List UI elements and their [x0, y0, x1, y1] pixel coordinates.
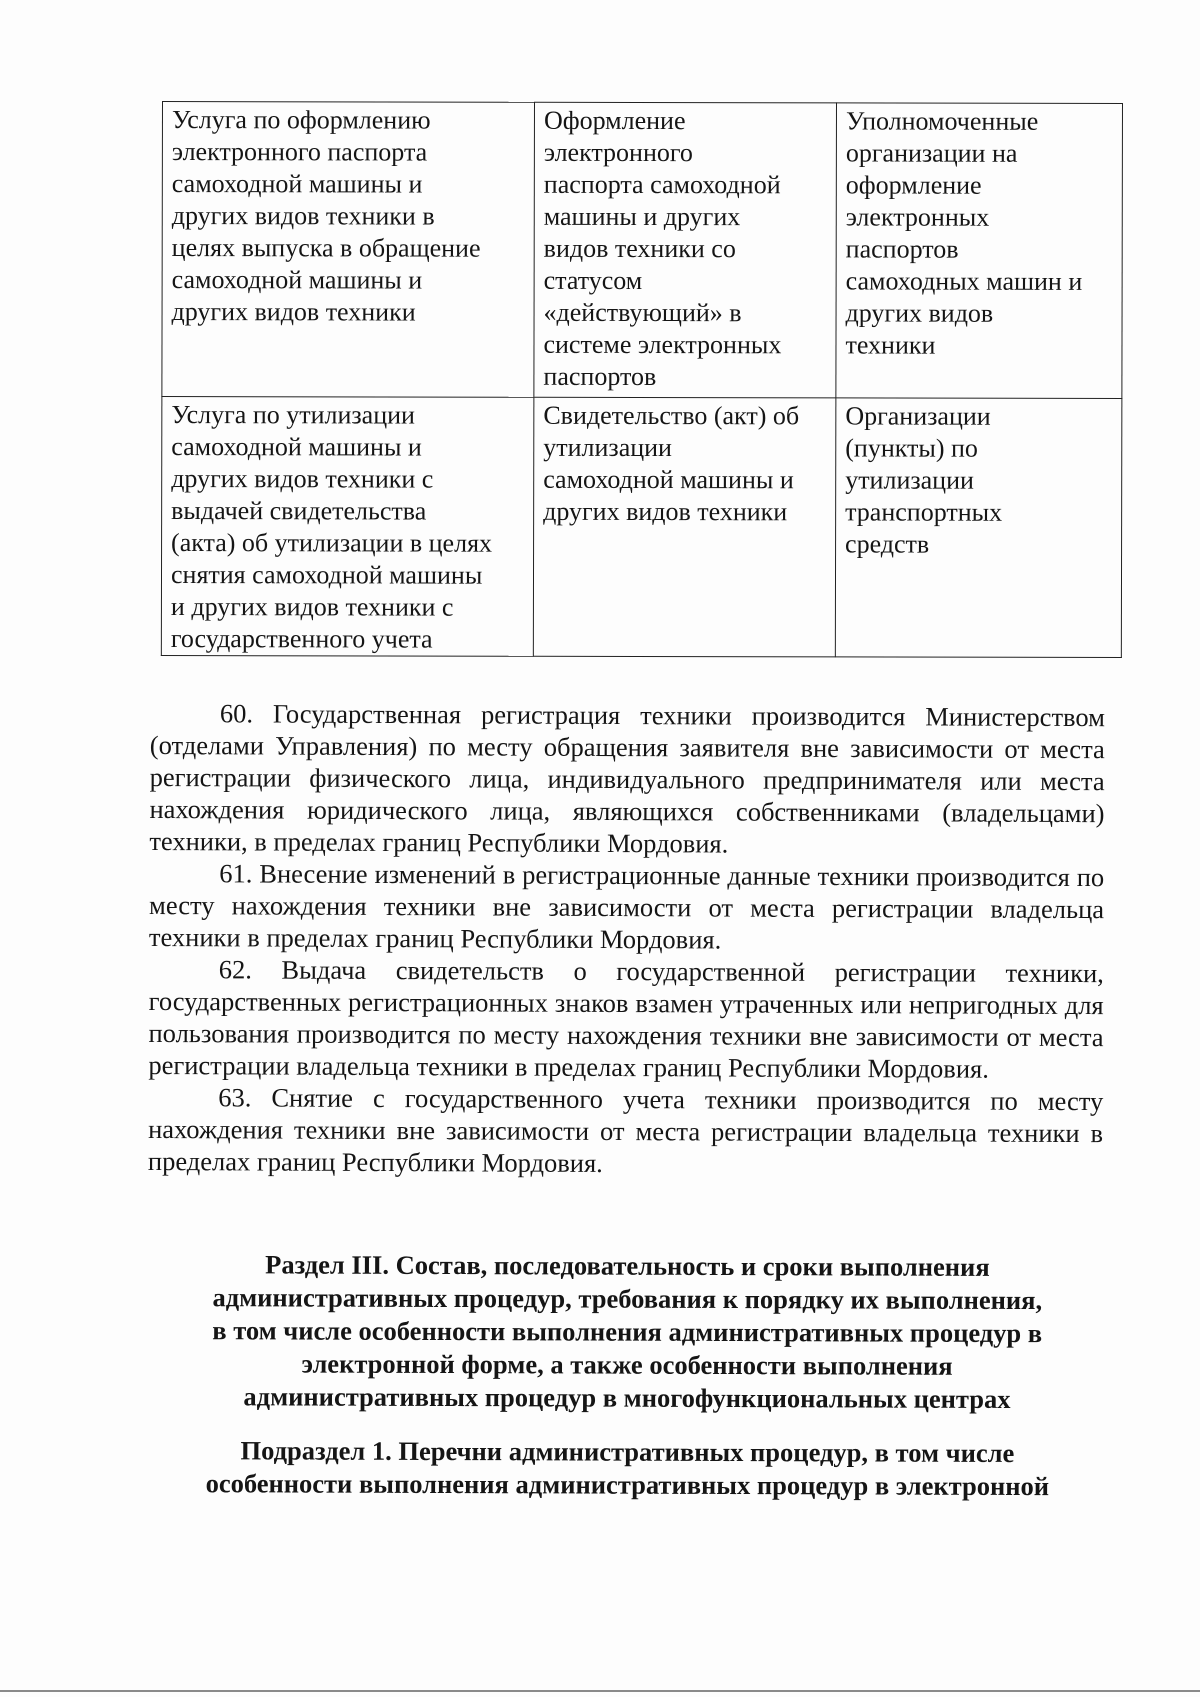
scan-edge-line [0, 1690, 1200, 1692]
cell-text: Уполномоченные организации на оформление электронных паспортов самоходных машин и других видов техники [845, 106, 1083, 360]
paragraph-61: 61. Внесение изменений в регистрационные данные техники производится по месту нахождения техники вне зависимости от места регистрации владельца техники в пределах границ Республики Мордовия. [148, 858, 1105, 955]
cell-text: Услуга по утилизации самоходной машины и других видов техники с выдачей свидетельства (акта) об утилизации в целях снятия самоходной машины и других видов техники с государственного учета [170, 400, 493, 654]
table-cell-result [534, 102, 837, 398]
cell-text: Организации (пункты) по утилизации транспортных средств [845, 401, 1003, 559]
cell-text: Оформление электронного паспорта самоходной машины и других видов техники со статусом «действующий» в системе электронных паспортов [543, 105, 782, 392]
table-cell-organization [836, 103, 1123, 399]
table-cell-service [162, 102, 535, 398]
paragraph-63: 63. Снятие с государственного учета техники производится по месту нахождения техники вне зависимости от места регистрации владельца техники в пределах границ Республики Мордовия. [147, 1082, 1104, 1178]
paragraph-60: 60. Государственная регистрация техники производится Министерством (отделами Управления) по месту обращения заявителя вне зависимости от места регистрации физического лица, индивидуального предпринимателя или места нахождения юридического лица, являющихся собственниками (владельцами) техники, в пределах границ Республики Мордовия. [149, 698, 1105, 859]
subsection-heading: Подраздел 1. Перечни административных процедур, в том числе особенности выполнения административных процедур в электронной [205, 1435, 1050, 1502]
body-text [148, 697, 1105, 1181]
table-cell-service [161, 397, 534, 657]
section-heading: Раздел III. Состав, последовательность и сроки выполнения административных процедур, требования к порядку их выполнения, в том числе особенности выполнения административных процедур в электронной форме, а также особенности выполнения административных процедур в многофункциональных центрах [212, 1249, 1043, 1415]
table-cell-organization [835, 398, 1122, 658]
cell-text: Услуга по оформлению электронного паспорта самоходной машины и других видов техники в целях выпуска в обращение самоходной машины и других видов техники [171, 105, 481, 327]
table-row [161, 397, 1122, 658]
table-cell-result [533, 397, 836, 657]
table-row [162, 102, 1123, 399]
cell-text: Свидетельство (акт) об утилизации самоходной машины и других видов техники [543, 400, 800, 527]
paragraph-62: 62. Выдача свидетельств о государственной регистрации техники, государственных регистрационных знаков взамен утраченных или непригодных для пользования производится по месту нахождения техники вне зависимости от места регистрации владельца техники в пределах границ Республики Мордовия. [148, 954, 1104, 1084]
services-table [161, 101, 1123, 658]
